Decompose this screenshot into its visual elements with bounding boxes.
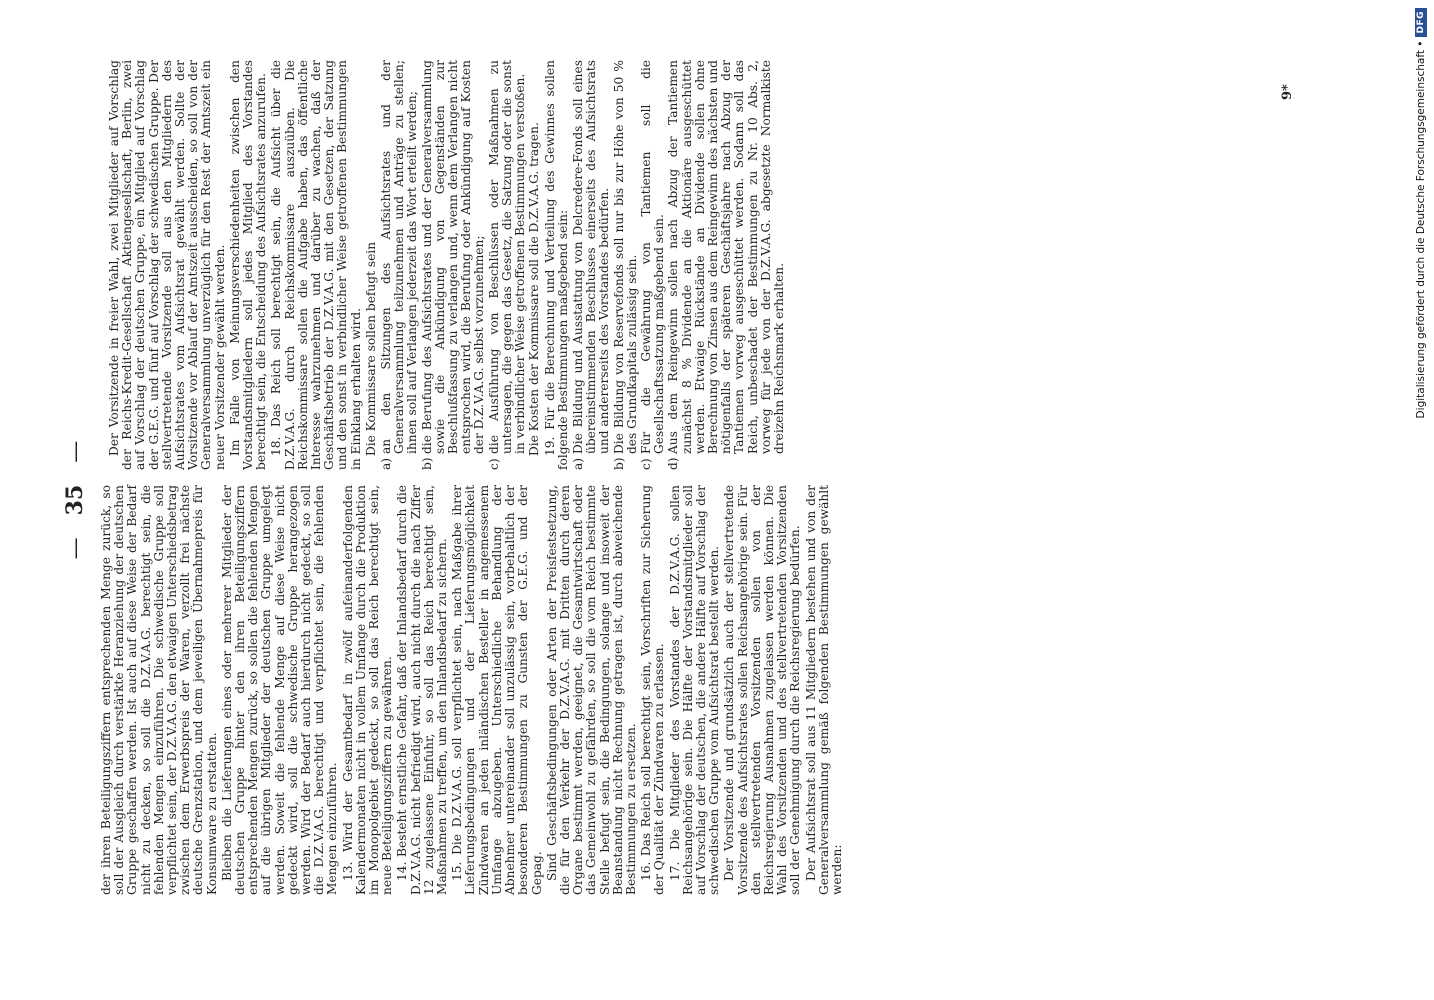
list-item-label: c) xyxy=(638,458,653,470)
list-item xyxy=(613,60,639,470)
list-item-label: d) xyxy=(666,457,681,470)
list-item-text: die Berufung des Aufsichtsrates und der Generalversammlung sowie die Ankündigung von Gegenständen zur Beschlußfassung zu verlangen und, wenn dem Verlangen nicht entsprochen wird, die Berufung oder Ankündigung auf Kosten der D.Z.V.A.G. selbst vorzunehmen; xyxy=(419,60,487,454)
paragraph: 15. Die D.Z.V.A.G. soll verpflichtet sein, nach Maßgabe ihrer Lieferungsbedingungen und der Lieferungsmöglichkeit Zündwaren an jeden inländischen Besteller in angemessenem Umfange abzugeben. Unterschiedliche Behandlung der Abnehmer untereinander soll unzulässig sein, vorbehaltlich der besonderen Bestimmungen zu Gunsten der G.E.G. und der Gepag. xyxy=(450,485,544,895)
paragraph: 19. Für die Berechnung und Verteilung des Gewinnes sollen folgende Bestimmungen maßgebend sein: xyxy=(542,60,570,470)
list-item xyxy=(421,60,487,470)
list-item-label: b) xyxy=(611,457,626,470)
left-column xyxy=(100,485,846,895)
paragraph: Die Kosten der Kommissare soll die D.Z.V.A.G. tragen. xyxy=(527,122,542,456)
list-item-text: Für die Gewährung von Tantiemen soll die Gesellschaftssatzung maßgebend sein. xyxy=(638,60,667,454)
paragraph: Der Vorsitzende und grundsätzlich auch der stellvertretende Vorsitzende des Aufsichtsrates sollen Reichsangehörige sein. Für den stellvertretenden Vorsitzenden sollen von der Reichsregierung Ausnahmen zugelassen werden können. Die Wahl des Vorsitzenden und des stellvertretenden Vorsitzenden soll der Genehmigung durch die Reichsregierung bedürfen. xyxy=(722,485,803,895)
paragraph: Im Falle von Meinungsverschiedenheiten zwischen den Vorstandsmitgliedern soll jedes Mitglied des Vorstandes berechtigt sein, die Entscheidung des Aufsichtsrates anzurufen. xyxy=(227,60,269,470)
paragraph: der ihren Beteiligungsziffern entsprechenden Menge zurück, so soll der Ausgleich durch verstärkte Heranziehung der deutschen Gruppe geschaffen werden. Ist auch auf diese Weise der Bedarf nicht zu decken, so soll die D.Z.V.A.G. berechtigt sein, die fehlenden Mengen einzuführen. Die schwedische Gruppe soll verpflichtet sein, der D.Z.V.A.G. den etwaigen Unterschiedsbetrag zwischen dem Erwerbspreis der Waren, verzollt frei nächste deutsche Grenzstation, und dem jeweiligen Übernahmepreis für Konsumware zu erstatten. xyxy=(99,485,219,895)
paragraph: 18. Das Reich soll berechtigt sein, die Aufsicht über die D.Z.V.A.G. durch Reichskommissare auszuüben. Die Reichskommissare sollen die Aufgabe haben, das öffentliche Interesse wahrzunehmen und darüber zu wachen, daß der Geschäftsbetrieb der D.Z.V.A.G. mit den Gesetzen, der Satzung und den sonst in verbindlicher Weise getroffenen Bestimmungen in Einklang erhalten wird. xyxy=(269,60,363,470)
list-item xyxy=(667,60,786,470)
list-item xyxy=(572,60,612,470)
list-item-label: c) xyxy=(486,458,501,470)
header-dash-right: — xyxy=(62,440,88,463)
page-header xyxy=(62,0,88,1000)
credit-text: Digitalisierung gefördert durch die Deutsche Forschungsgemeinschaft • xyxy=(1415,40,1427,419)
paragraph: 13. Wird der Gesamtbedarf in zwölf aufeinanderfolgenden Kalendermonaten nicht in vollem Umfange durch die Produktion im Monopolgebiet gedeckt, so soll das Reich berechtigt sein, neue Beteiligungsziffern zu gewähren. xyxy=(340,485,395,895)
list-item xyxy=(488,60,528,470)
paragraph: Die Kommissare sollen befugt sein xyxy=(363,241,378,456)
digitization-credit xyxy=(1411,8,1431,992)
paragraph: Der Vorsitzende in freier Wahl, zwei Mitglieder auf Vorschlag der Reichs-Kredit-Gesellschaft Aktiengesellschaft, Berlin, zwei auf Vorschlag der deutschen Gruppe, ein Mitglied auf Vorschlag der G.E.G. und fünf auf Vorschlag der schwedischen Gruppe. Der stellvertretende Vorsitzende soll aus den Mitgliedern des Aufsichtsrates vom Aufsichtsrat gewählt werden. Sollte der Vorsitzende vor Ablauf der Amtszeit ausscheiden, so soll von der Generalversammlung unverzüglich für den Rest der Amtszeit ein neuer Vorsitzender gewählt werden. xyxy=(107,60,227,470)
paragraph: 17. Die Mitglieder des Vorstandes der D.Z.V.A.G. sollen Reichsangehörige sein. Die Hälfte der Vorstandsmitglieder soll auf Vorschlag der deutschen, die andere Hälfte auf Vorschlag der schwedischen Gruppe vom Aufsichtsrat bestellt werden. xyxy=(667,485,722,895)
list-item-text: Die Bildung und Ausstattung von Delcredere-Fonds soll eines übereinstimmenden Beschlusses einerseits des Aufsichtsrats und andererseits des Vorstandes bedürfen. xyxy=(570,60,612,454)
list-item-text: Aus dem Reingewinn sollen nach Abzug der Tantiemen zunächst 8 % Dividende an die Aktionäre ausgeschüttet werden. Etwaige Rückstände an Dividende sollen ohne Berechnung von Zinsen aus dem Reingewinn des nächsten und nötigenfalls der späteren Geschäftsjahre nach Abzug der Tantiemen vorweg ausgeschüttet werden. Sodann soll das Reich, unbeschadet der Bestimmungen zu Nr. 10 Abs. 2, vorweg für jede von der D.Z.V.A.G. abgesetzte Normalkiste dreizehn Reichsmark erhalten. xyxy=(666,60,786,454)
paragraph: 14. Besteht ernstliche Gefahr, daß der Inlandsbedarf durch die D.Z.V.A.G. nicht befriedigt wird, auch nicht durch die nach Ziffer 12 zugelassene Einfuhr, so soll das Reich berechtigt sein, Maßnahmen zu treffen, um den Inlandsbedarf zu sichern. xyxy=(395,485,450,895)
header-dash-left: — xyxy=(62,537,88,560)
list-item-label: a) xyxy=(570,457,585,470)
list-item xyxy=(640,60,666,470)
signature-mark: 9* xyxy=(1280,84,1295,100)
page-number: 35 xyxy=(62,484,88,516)
paragraph: Der Aufsichtsrat soll aus 11 Mitgliedern bestehen und von der Generalversammlung gemäß folgenden Bestimmungen gewählt werden: xyxy=(803,485,844,895)
list-item xyxy=(380,60,420,470)
list-item-text: Die Bildung von Reservefonds soll nur bis zur Höhe von 50 % des Grundkapitals zulässig sein. xyxy=(611,60,639,454)
paragraph: Sind Geschäftsbedingungen oder Arten der Preisfestsetzung, die für den Verkehr der D.Z.V.A.G. mit Dritten durch deren Organe bestimmt werden, geeignet, die Gesamtwirtschaft oder das Gemeinwohl zu gefährden, so soll die vom Reich bestimmte Stelle befugt sein, die Bedingungen, solange und insoweit der Beanstandung nicht Rechnung getragen ist, durch abweichende Bestimmungen zu ersetzen. xyxy=(544,485,638,895)
list-item-label: a) xyxy=(379,457,394,470)
dfg-logo-icon: DFG xyxy=(1415,8,1427,37)
paragraph: 16. Das Reich soll berechtigt sein, Vorschriften zur Sicherung der Qualität der Zündwaren zu erlassen. xyxy=(639,485,667,895)
list-item-text: die Ausführung von Beschlüssen oder Maßnahmen zu untersagen, die gegen das Gesetz, die Satzung oder die sonst in verbindlicher Weise getroffenen Bestimmungen verstoßen. xyxy=(486,60,528,454)
list-item-label: b) xyxy=(419,457,434,470)
right-column xyxy=(108,60,787,470)
list-item-text: an den Sitzungen des Aufsichtsrates und der Generalversammlung teilzunehmen und Anträge zu stellen; ihnen soll auf Verlangen jederzeit das Wort erteilt werden; xyxy=(379,60,420,454)
paragraph: Bleiben die Lieferungen eines oder mehrerer Mitglieder der deutschen Gruppe hinter den ihren Beteiligungsziffern entsprechenden Mengen zurück, so sollen die fehlenden Mengen auf die übrigen Mitglieder der deutschen Gruppe umgelegt werden. Soweit die fehlende Menge auf diese Weise nicht gedeckt wird, soll die schwedische Gruppe herangezogen werden. Wird der Bedarf auch hierdurch nicht gedeckt, so soll die D.Z.V.A.G. berechtigt und verpflichtet sein, die fehlenden Mengen einzuführen. xyxy=(219,485,340,895)
